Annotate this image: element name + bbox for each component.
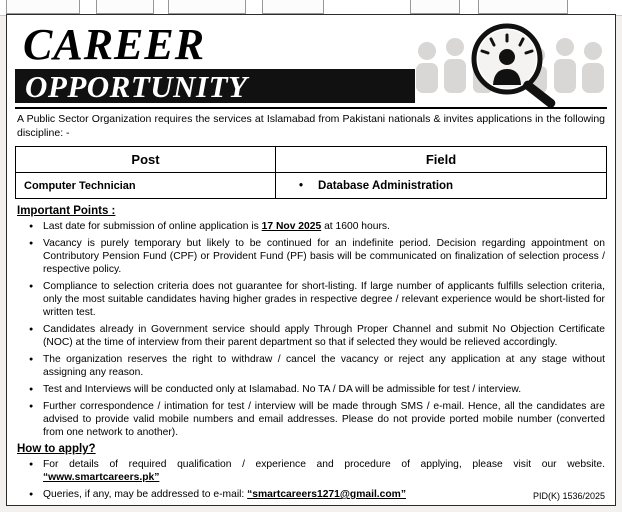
- adjacent-ad-box: [6, 0, 80, 14]
- banner-line-opportunity: OPPORTUNITY: [25, 69, 248, 104]
- point-text-post: at 1600 hours.: [321, 221, 390, 232]
- list-item: [29, 220, 605, 233]
- point-text-pre: Last date for submission of online application is: [43, 221, 262, 232]
- intro-paragraph: A Public Sector Organization requires the services at Islamabad from Pakistani nationals & invites applications in the following discipline: -: [17, 113, 605, 139]
- table-header-row: [16, 147, 607, 173]
- advertisement-frame: [6, 14, 616, 506]
- person-with-magnifier-icon: [415, 21, 605, 107]
- list-item: [29, 488, 605, 501]
- table-row: [16, 173, 607, 199]
- banner-line-career: CAREER: [23, 21, 206, 69]
- apply-text-website: For details of required qualification / experience and procedure of applying, please visit our website.: [43, 459, 605, 470]
- how-to-apply-title: How to apply?: [17, 443, 96, 455]
- list-item: [29, 458, 605, 484]
- email-link[interactable]: “smartcareers1271@gmail.com”: [247, 489, 406, 500]
- field-text: Database Administration: [318, 179, 454, 192]
- how-to-apply-list: [15, 458, 607, 501]
- list-item: ● Candidates already in Government service should apply Through Proper Channel and submit No Objection Certificate (NOC) at the time of interview from their parent department so that if selected they would be relieved accordingly.: [29, 323, 605, 349]
- adjacent-ad-box: [478, 0, 568, 14]
- adjacent-ad-box: [168, 0, 246, 14]
- column-header-field: Field: [276, 147, 607, 173]
- cell-post-name: Computer Technician: [16, 173, 276, 199]
- career-opportunity-banner: [15, 21, 607, 109]
- list-item: ● Further correspondence / intimation for test / interview will be made through SMS / e-mail. Hence, all the candidates are advised to provide valid mobile numbers and email addresses. Please do not provide ported mobile number (converted from one network to another).: [29, 400, 605, 439]
- list-item: ● Test and Interviews will be conducted only at Islamabad. No TA / DA will be admissible for test / interview.: [29, 383, 605, 396]
- point-highlight-date: 17 Nov 2025: [261, 221, 322, 232]
- adjacent-ad-box: [262, 0, 324, 14]
- cell-field-name: [276, 173, 607, 199]
- list-item: ● Vacancy is purely temporary but likely to be continued for an indefinite period. Decision regarding appointment on Contributory Pension Fund (CPF) or Provident Fund (PF) basis will be communicated on finalization of selection process / respective policy.: [29, 237, 605, 276]
- field-bullet-icon: •: [299, 179, 304, 192]
- adjacent-ad-box: [410, 0, 460, 14]
- website-link[interactable]: “www.smartcareers.pk”: [43, 472, 160, 483]
- apply-text-email: Queries, if any, may be addressed to e-mail:: [43, 489, 248, 500]
- important-points-list: [15, 220, 607, 439]
- list-item: ● Compliance to selection criteria does not guarantee for short-listing. If large number of applicants fulfills selection criteria, only the most suitable candidates having higher grades in respective degree / relevant experience would be short-listed for written test.: [29, 280, 605, 319]
- post-field-table: [15, 146, 607, 199]
- column-header-post: Post: [16, 147, 276, 173]
- adjacent-ad-box: [96, 0, 154, 14]
- list-item: ● The organization reserves the right to withdraw / cancel the vacancy or reject any application at any stage without assigning any reason.: [29, 353, 605, 379]
- important-points-title: Important Points :: [17, 205, 116, 217]
- pid-reference: PID(K) 1536/2025: [532, 491, 605, 501]
